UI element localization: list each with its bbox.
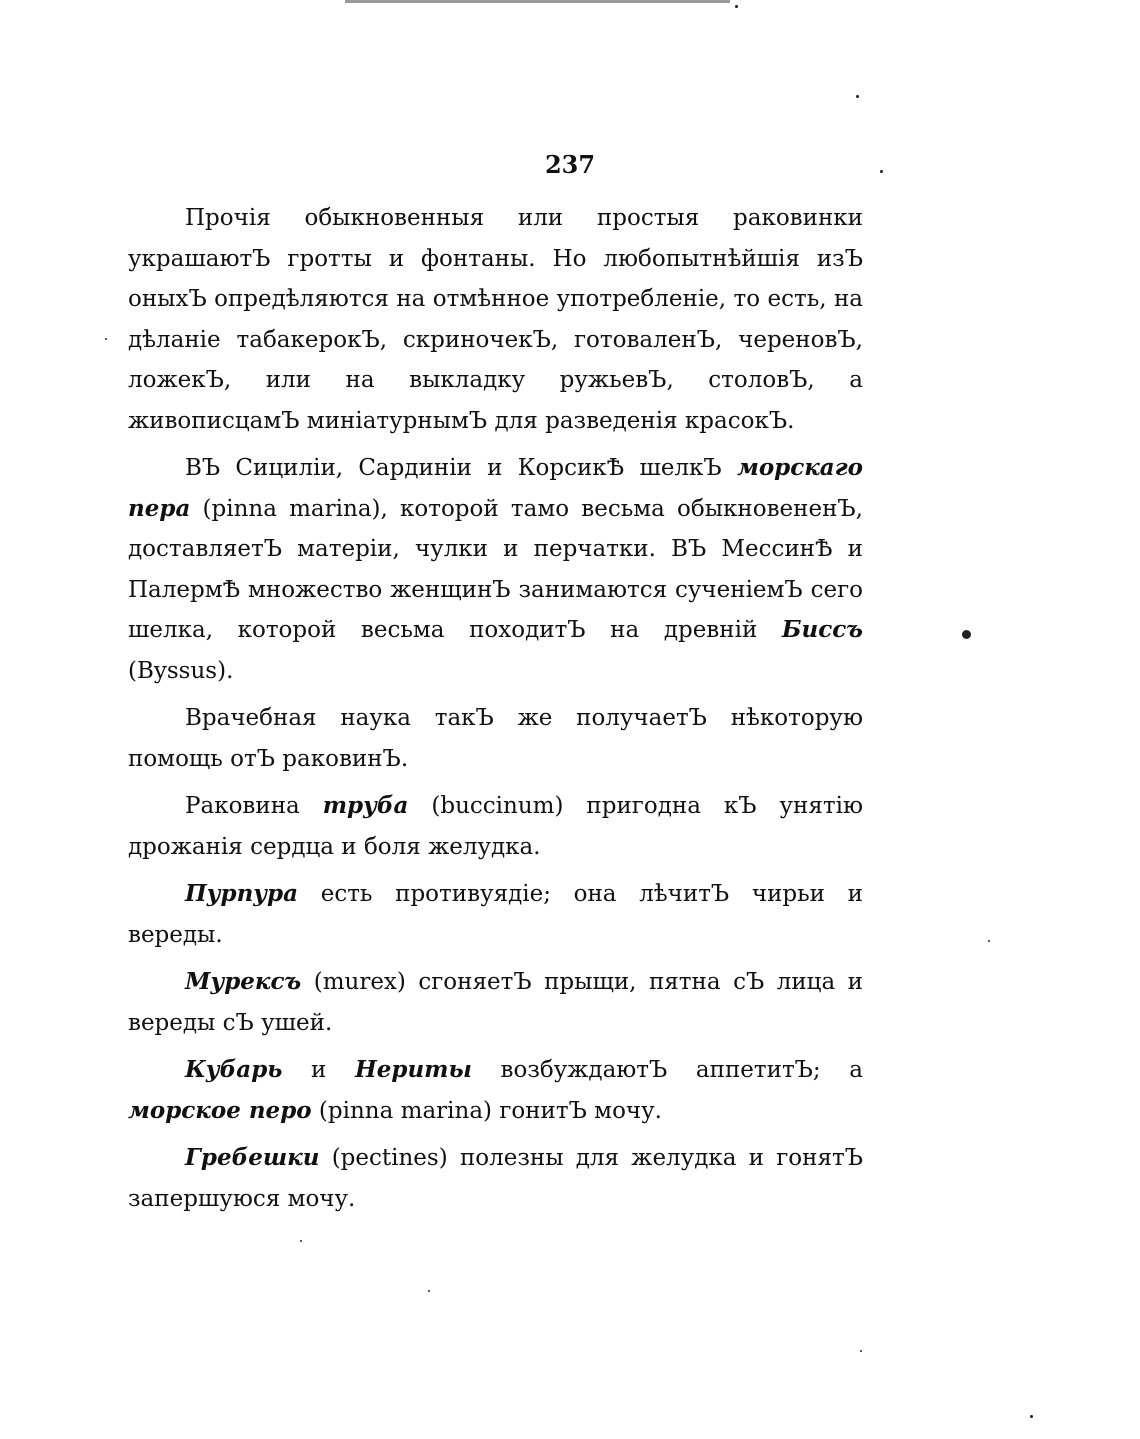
ink-speck [735, 5, 738, 8]
ink-speck [428, 1290, 430, 1292]
paragraph [128, 786, 863, 867]
ink-speck [1030, 1415, 1033, 1418]
italic-term: Нериты [355, 1056, 472, 1083]
text-run: (murex) сгоняетЪ прыщи, пятна сЪ лица и вереды сЪ ушей. [128, 969, 863, 1036]
italic-term: Биссъ [781, 616, 863, 643]
ink-speck [962, 630, 971, 639]
paragraph [128, 874, 863, 955]
text-run: Врачебная наука такЪ же получаетЪ нѣкоторую помощь отЪ раковинЪ. [128, 705, 863, 772]
body-text [128, 198, 863, 1226]
text-run: Прочія обыкновенныя или простыя раковинки украшаютЪ гротты и фонтаны. Но любопытнѣйшія изЪ оныхЪ опредѣляются на отмѣнное употребленіе, то есть, на дѣланіе табакерокЪ, скриночекЪ, готоваленЪ, череновЪ, ложекЪ, или на выкладку ружьевЪ, столовЪ, а живописцамЪ миніатурнымЪ для разведенія красокЪ. [128, 205, 863, 434]
italic-term: морскаго пера [128, 454, 863, 522]
ink-speck [856, 95, 859, 98]
text-run: (Byssus). [128, 657, 234, 684]
paragraph [128, 448, 863, 691]
paragraph [128, 1138, 863, 1219]
text-run: (buccinum) пригодна кЪ унятію дрожанія сердца и боля желудка. [128, 793, 863, 860]
text-run: возбуждаютЪ аппетитЪ; а [471, 1057, 864, 1083]
italic-term: Мурексъ [185, 968, 302, 995]
top-rule-divider [345, 0, 730, 3]
paragraph [128, 198, 863, 441]
text-run: и [282, 1057, 355, 1083]
italic-term: Кубарь [185, 1056, 283, 1083]
ink-speck [988, 940, 990, 942]
paragraph [128, 962, 863, 1043]
italic-term: морское перо [128, 1096, 312, 1124]
italic-term: труба [322, 792, 409, 819]
italic-term: Гребешки [185, 1144, 320, 1171]
paragraph [128, 1050, 863, 1131]
text-run: есть противуядіе; она лѣчитЪ чирьи и вереды. [128, 881, 863, 948]
ink-speck [880, 170, 883, 173]
text-run: (pinna marina), которой тамо весьма обыкновененЪ, доставляетЪ матеріи, чулки и перчатки. ВЪ МессинѢ и ПалермѢ множество женщинЪ занимаются сученіемЪ сего шелка, которой весьма походитЪ на древній [128, 495, 863, 643]
italic-term: Пурпура [185, 880, 299, 907]
page-number: 237 [544, 150, 596, 179]
text-run: ВЪ Сициліи, Сардиніи и КорсикѢ шелкЪ [185, 455, 737, 481]
paragraph [128, 698, 863, 779]
ink-speck [300, 1240, 302, 1242]
ink-speck [105, 338, 107, 340]
text-run: (pectines) полезны для желудка и гонятЪ запершуюся мочу. [128, 1145, 863, 1212]
text-run: (pinna marina) гонитЪ мочу. [311, 1097, 662, 1124]
text-run: Раковина [185, 793, 323, 819]
ink-speck [860, 1350, 862, 1352]
